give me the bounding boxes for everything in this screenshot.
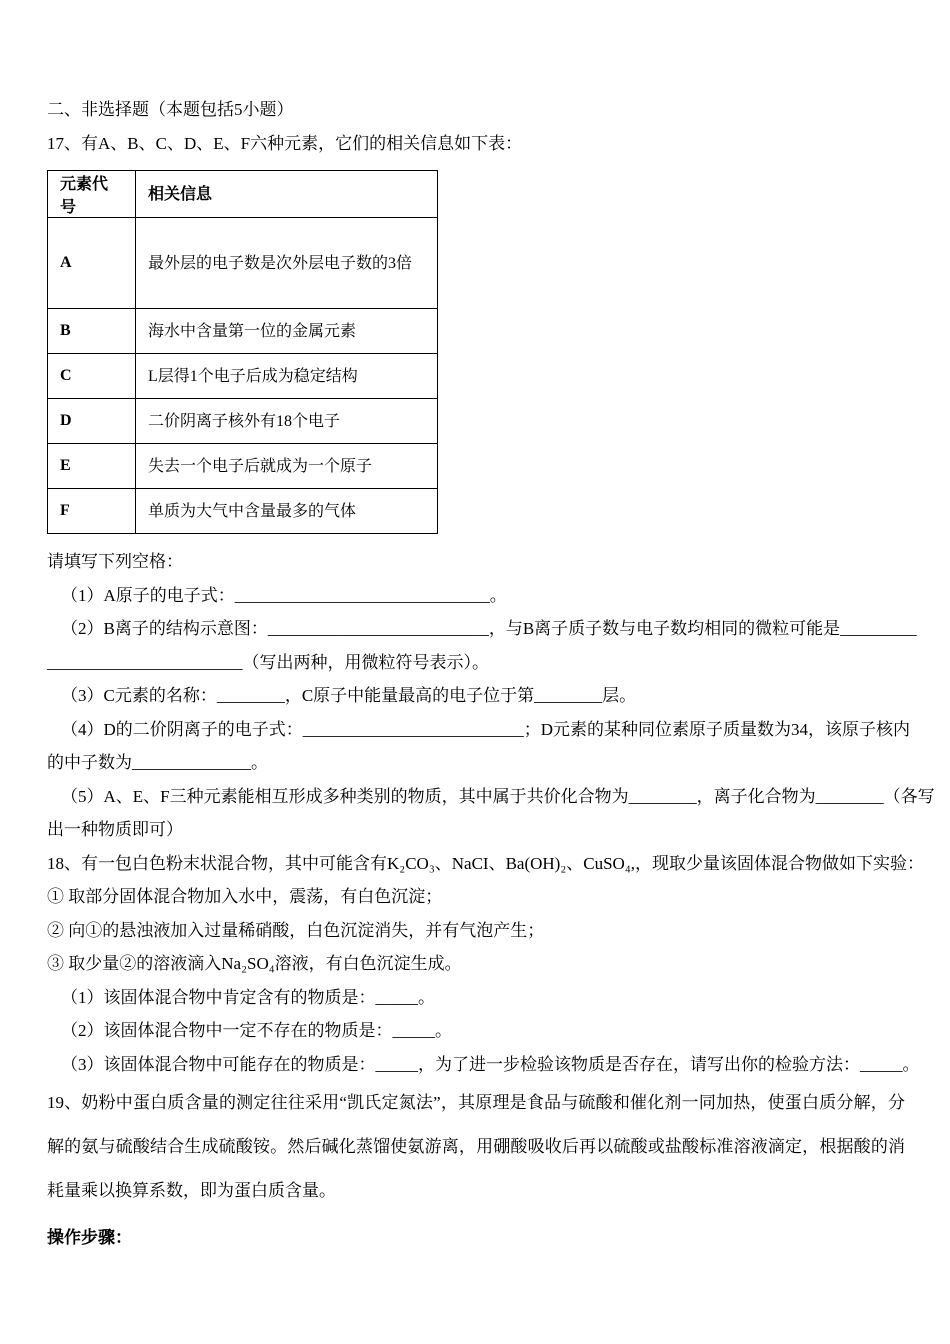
q17-item-1: （1）A原子的电子式：______________________________。 [61, 585, 507, 605]
element-code: E [48, 444, 136, 489]
q18-step-1: ① 取部分固体混合物加入水中，震荡，有白色沉淀； [47, 887, 443, 906]
element-info: 失去一个电子后就成为一个原子 [136, 444, 438, 489]
q18-step-2: ② 向①的悬浊液加入过量稀硝酸，白色沉淀消失，并有气泡产生； [47, 920, 545, 940]
q18-intro: 18、有一包白色粉末状混合物，其中可能含有K₂CO₃、NaCI、Ba(OH)₂、CuSO₄,，现取少量该固体混合物做如下实验： [47, 853, 925, 873]
q17-item-3: （3）C元素的名称：________，C原子中能量最高的电子位于第________层。 [61, 686, 637, 705]
q18-question-1: （1）该固体混合物中肯定含有的物质是：_____。 [61, 987, 435, 1007]
q17-item-5-cont: 出一种物质即可） [47, 820, 183, 839]
table-header-element-code: 元素代号 [48, 171, 136, 218]
element-info: 二价阴离子核外有18个电子 [136, 399, 438, 444]
element-info: 最外层的电子数是次外层电子数的3倍 [136, 218, 438, 309]
q17-item-4-cont: 的中子数为______________。 [47, 753, 268, 772]
q17-fill-prompt: 请填写下列空格： [47, 552, 183, 571]
table-row [48, 399, 438, 444]
section-header: 二、非选择题（本题包括5小题） [47, 100, 294, 119]
q18-question-2: （2）该固体混合物中一定不存在的物质是：_____。 [61, 1021, 452, 1040]
element-info: 单质为大气中含量最多的气体 [136, 489, 438, 534]
q17-item-4: （4）D的二价阴离子的电子式：__________________________；D元素的某种同位素原子质量数为34，该原子核内 [61, 719, 911, 739]
table-row [48, 354, 438, 399]
table-row [48, 444, 438, 489]
table-header-row [48, 171, 438, 218]
element-info: L层得1个电子后成为稳定结构 [136, 354, 438, 399]
element-code: D [48, 399, 136, 444]
q17-item-2: （2）B离子的结构示意图：__________________________，与B离子质子数与电子数均相同的微粒可能是_________ [61, 619, 917, 638]
element-code: F [48, 489, 136, 534]
element-code: B [48, 309, 136, 354]
table-row [48, 218, 438, 309]
q17-item-2-cont: _______________________（写出两种，用微粒符号表示）。 [47, 652, 489, 672]
q17-item-5: （5）A、E、F三种元素能相互形成多种类别的物质，其中属于共价化合物为________，离子化合物为________（各写 [61, 786, 935, 806]
table-row [48, 309, 438, 354]
q17-intro: 17、有A、B、C、D、E、F六种元素，它们的相关信息如下表： [47, 133, 523, 153]
q17-element-table [47, 170, 438, 534]
element-info: 海水中含量第一位的金属元素 [136, 309, 438, 354]
table-row [48, 489, 438, 534]
element-code: A [48, 218, 136, 309]
table-header-related-info: 相关信息 [136, 171, 438, 218]
q19-body: 19、奶粉中蛋白质含量的测定往往采用“凯氏定氮法”，其原理是食品与硫酸和催化剂一同加热，使蛋白质分解，分解的氨与硫酸结合生成硫酸铵。然后碱化蒸馏使氨游离，用硼酸吸收后再以硫酸或盐酸标准溶液滴定，根据酸的消耗量乘以换算系数，即为蛋白质含量。 [47, 1093, 905, 1200]
element-code: C [48, 354, 136, 399]
q18-step-3: ③ 取少量②的溶液滴入Na₂SO₄溶液，有白色沉淀生成。 [47, 954, 462, 973]
q18-question-3: （3）该固体混合物中可能存在的物质是：_____，为了进一步检验该物质是否存在，请写出你的检验方法：_____。 [61, 1054, 920, 1074]
q19-ops-label: 操作步骤： [47, 1228, 132, 1247]
